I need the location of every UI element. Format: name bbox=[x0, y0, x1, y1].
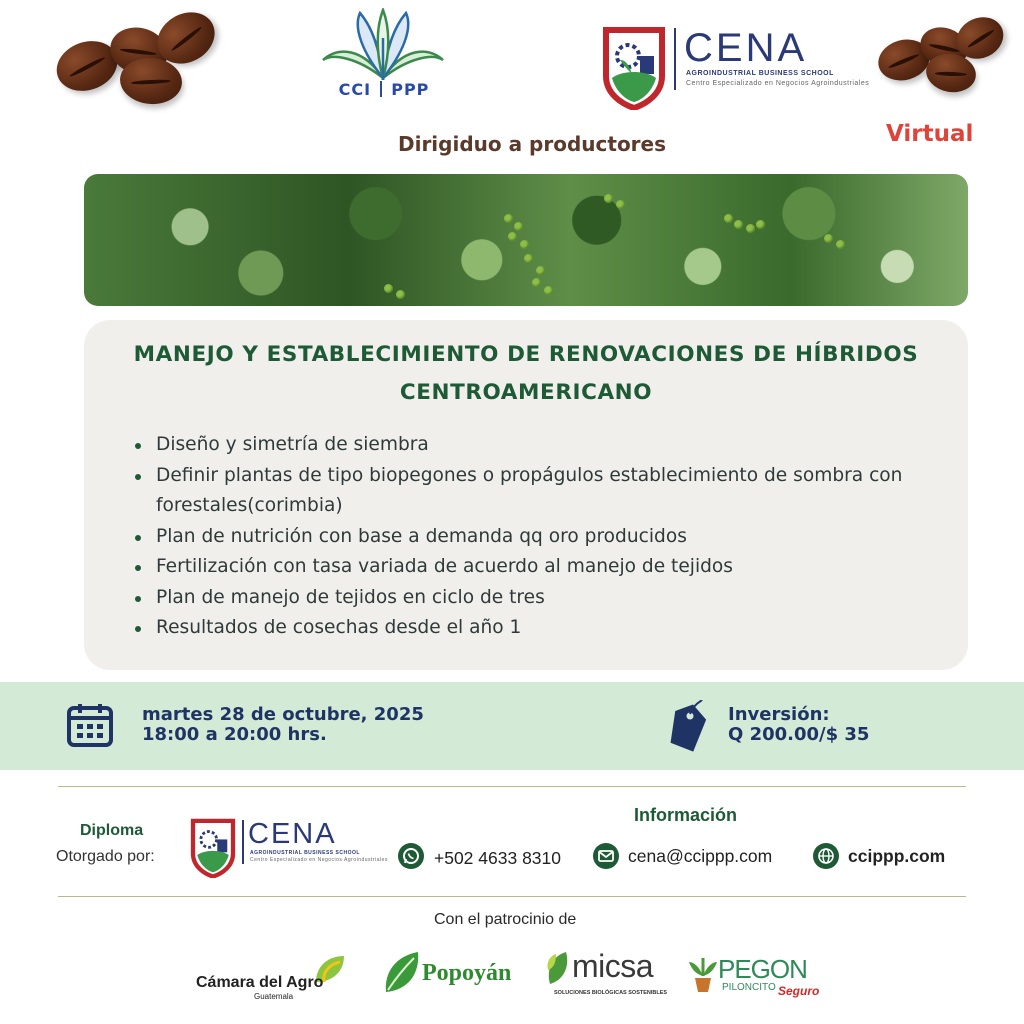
investment-value: Q 200.00/$ 35 bbox=[728, 724, 870, 745]
divider bbox=[58, 896, 966, 897]
micsa-logo-text: micsa bbox=[572, 948, 654, 984]
pegon-logo bbox=[688, 954, 838, 1002]
cena-logo-tagline: Centro Especializado en Negocios Agroindustriales bbox=[686, 80, 870, 87]
cci-logo-text: CCI bbox=[338, 80, 372, 99]
cena-diploma-logo-title: CENA bbox=[248, 818, 337, 850]
website-link[interactable]: ccippp.com bbox=[848, 846, 946, 866]
topics-list bbox=[132, 430, 952, 644]
leaf-emblem-icon bbox=[318, 8, 448, 80]
cena-diploma-logo-subtitle: AGROINDUSTRIAL BUSINESS SCHOOL bbox=[250, 850, 360, 856]
course-title-line2: CENTROAMERICANO bbox=[399, 380, 653, 405]
modality-label: Virtual bbox=[886, 121, 974, 147]
leaf-icon bbox=[544, 950, 572, 986]
coffee-plant-photo bbox=[84, 174, 968, 306]
list-item: Definir plantas de tipo biopegones o propágulos establecimiento de sombra con forestales(corimbia) bbox=[132, 461, 952, 522]
cena-diploma-logo bbox=[190, 818, 388, 880]
camara-logo-sub: Guatemala bbox=[254, 992, 294, 1001]
email-link[interactable]: cena@ccippp.com bbox=[628, 846, 773, 866]
seedling-icon bbox=[688, 954, 718, 994]
cena-shield-icon bbox=[602, 26, 666, 110]
list-item: Plan de manejo de tejidos en ciclo de tres bbox=[132, 583, 952, 614]
calendar-icon bbox=[66, 702, 114, 748]
pegon-logo-sub: PILONCITO bbox=[722, 982, 776, 993]
price-tag-icon bbox=[668, 700, 708, 754]
investment-label: Inversión: bbox=[728, 704, 830, 725]
audience-heading: Dirigiduo a productores bbox=[397, 132, 667, 156]
course-card bbox=[84, 320, 968, 670]
camara-del-agro-logo bbox=[192, 952, 362, 1002]
pegon-logo-text: PEGON bbox=[718, 954, 807, 984]
course-title: MANEJO Y ESTABLECIMIENTO DE RENOVACIONES DE HÍBRIDOS bbox=[133, 342, 919, 367]
list-item: Fertilización con tasa variada de acuerdo al manejo de tejidos bbox=[132, 552, 952, 583]
micsa-logo-sub: SOLUCIONES BIOLÓGICAS SOSTENIBLES bbox=[554, 990, 668, 996]
list-item: Diseño y simetría de siembra bbox=[132, 430, 952, 461]
cena-shield-icon bbox=[190, 818, 236, 878]
email-icon bbox=[593, 843, 619, 869]
pegon-logo-sub2: Seguro bbox=[778, 984, 820, 998]
event-date: martes 28 de octubre, 2025 bbox=[142, 704, 424, 725]
list-item: Plan de nutrición con base a demanda qq oro producidos bbox=[132, 522, 952, 553]
camara-logo-text: Cámara del Agro bbox=[196, 974, 324, 991]
popoyan-logo-text: Popoyán bbox=[422, 960, 512, 986]
popoyan-logo bbox=[382, 950, 522, 998]
ppp-logo-text: PPP bbox=[391, 80, 430, 99]
cena-logo-subtitle: AGROINDUSTRIAL BUSINESS SCHOOL bbox=[686, 70, 834, 77]
schedule-band bbox=[0, 682, 1024, 770]
phone-link[interactable]: +502 4633 8310 bbox=[434, 848, 562, 868]
list-item: Resultados de cosechas desde el año 1 bbox=[132, 613, 952, 644]
leaf-icon bbox=[382, 950, 422, 996]
micsa-logo bbox=[544, 946, 674, 1002]
cena-logo-title: CENA bbox=[684, 26, 808, 70]
sponsors-heading: Con el patrocinio de bbox=[434, 911, 577, 928]
cena-logo bbox=[602, 26, 870, 110]
diploma-granted-by: Otorgado por: bbox=[56, 848, 155, 865]
whatsapp-icon bbox=[398, 843, 424, 869]
diploma-label: Diploma bbox=[80, 822, 144, 839]
globe-icon bbox=[813, 843, 839, 869]
divider bbox=[58, 786, 966, 787]
ccippp-logo bbox=[318, 8, 448, 106]
info-heading: Información bbox=[634, 805, 738, 825]
cena-diploma-logo-tagline: Centro Especializado en Negocios Agroindustriales bbox=[250, 857, 388, 863]
event-time: 18:00 a 20:00 hrs. bbox=[142, 724, 327, 745]
